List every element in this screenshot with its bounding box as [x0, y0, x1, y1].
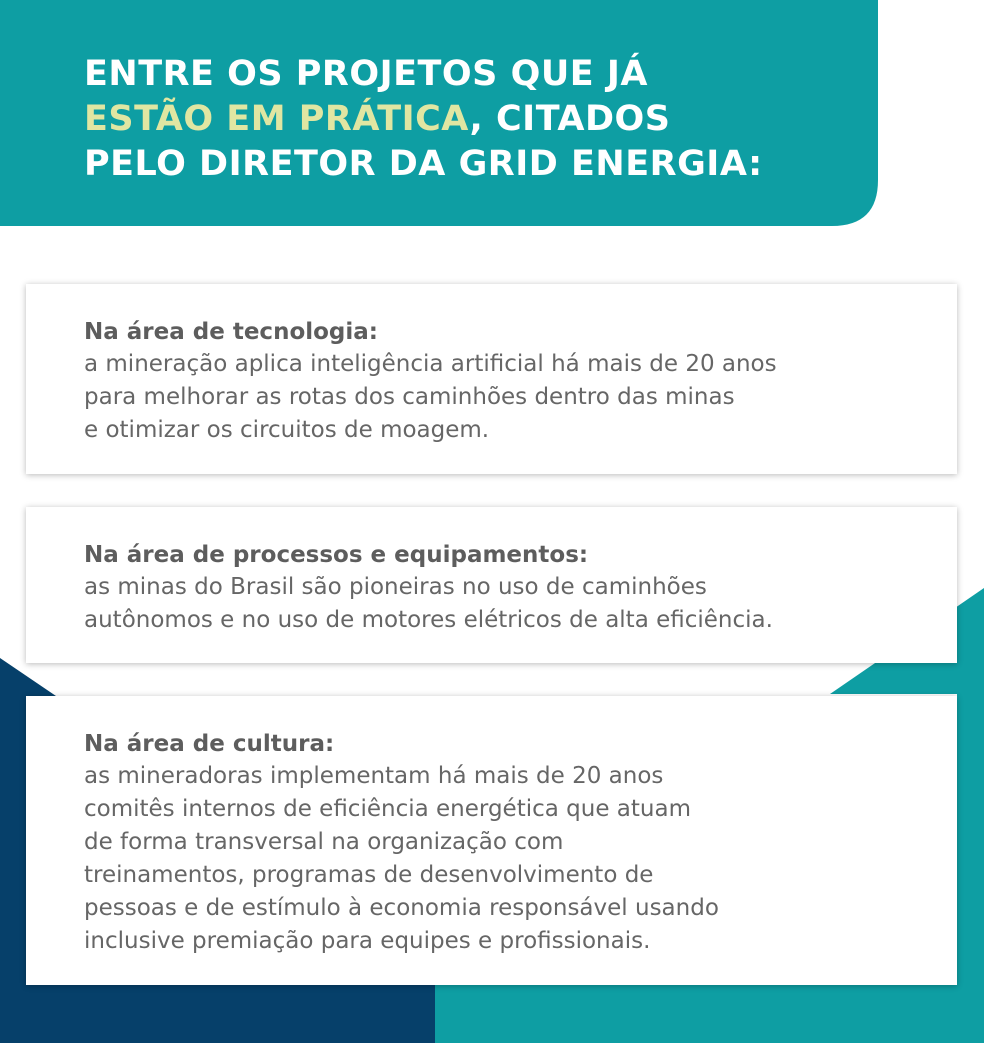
card-body-line: as minas do Brasil são pioneiras no uso de caminhões — [84, 574, 707, 600]
card-body-line: pessoas e de estímulo à economia responsável usando — [84, 895, 719, 921]
card-body-line: para melhorar as rotas dos caminhões dentro das minas — [84, 384, 735, 410]
card-body-line: comitês internos de eficiência energética que atuam — [84, 796, 691, 822]
card-body-line: inclusive premiação para equipes e profissionais. — [84, 928, 651, 954]
card-body-line: autônomos e no uso de motores elétricos de alta eficiência. — [84, 607, 773, 633]
card-body-line: as mineradoras implementam há mais de 20 anos — [84, 763, 664, 789]
card-body-line: a mineração aplica inteligência artificial há mais de 20 anos — [84, 351, 777, 377]
header-line-3: PELO DIRETOR DA GRID ENERGIA: — [84, 144, 763, 184]
card-body — [84, 571, 957, 637]
card-technology — [26, 284, 957, 474]
card-title: Na área de tecnologia: — [84, 319, 378, 345]
card-body — [84, 760, 957, 958]
card-body-line: e otimizar os circuitos de moagem. — [84, 417, 490, 443]
header-line-2 — [84, 97, 844, 142]
header-title — [84, 52, 844, 187]
header-highlight: ESTÃO EM PRÁTICA — [84, 99, 470, 139]
header-line-1: ENTRE OS PROJETOS QUE JÁ — [84, 54, 648, 94]
card-processes — [26, 507, 957, 663]
header-line-2-rest: , CITADOS — [469, 99, 671, 139]
card-culture — [26, 696, 957, 985]
card-body — [84, 348, 957, 447]
card-body-line: treinamentos, programas de desenvolvimento de — [84, 862, 654, 888]
card-body-line: de forma transversal na organização com — [84, 829, 564, 855]
card-title: Na área de processos e equipamentos: — [84, 542, 589, 568]
card-title: Na área de cultura: — [84, 731, 335, 757]
